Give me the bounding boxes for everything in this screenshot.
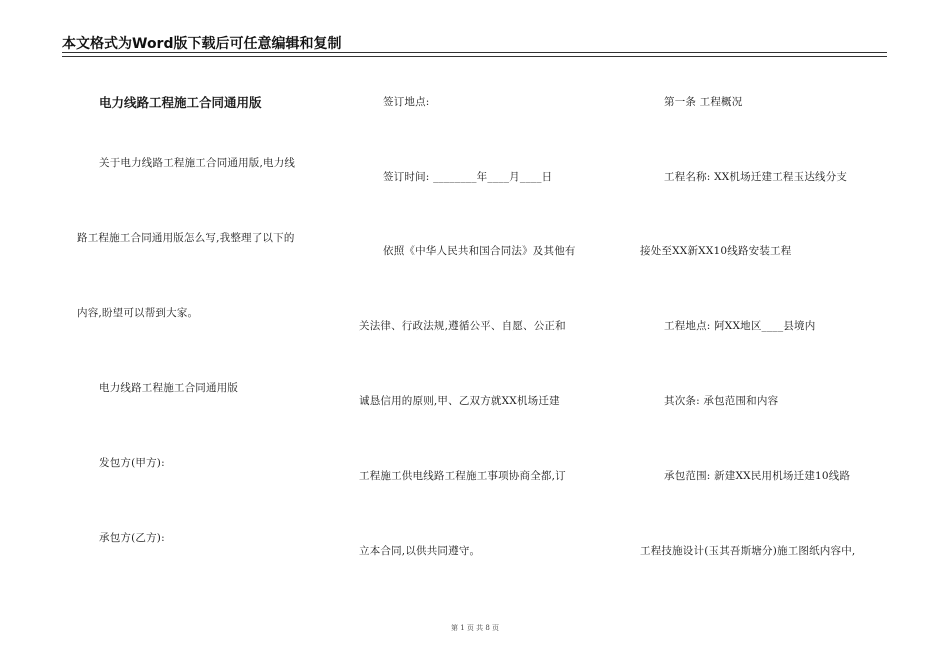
text-line: 依照《中华人民共和国合同法》及其他有 [383, 245, 576, 257]
text-line: 承包范围: 新建XX民用机场迁建10线路 [664, 470, 851, 482]
text-line: 内容,盼望可以帮到大家。 [77, 307, 199, 319]
document-title: 电力线路工程施工合同通用版 [99, 95, 262, 110]
text-line: 关于电力线路工程施工合同通用版,电力线 [99, 157, 296, 169]
text-line: 关法律、行政法规,遵循公平、自愿、公正和 [359, 320, 566, 332]
text-line: 工程技施设计(玉其吾斯塘分)施工图纸内容中, [640, 545, 856, 557]
text-line: 诚恳信用的原则,甲、乙双方就XX机场迁建 [359, 395, 560, 407]
page-footer: 第 1 页 共 8 页 [450, 624, 500, 632]
text-line: 其次条: 承包范围和内容 [664, 395, 779, 407]
text-line: 电力线路工程施工合同通用版 [99, 382, 239, 394]
text-line: 工程地点: 阿XX地区____县境内 [664, 320, 816, 332]
text-line: 第一条 工程概况 [664, 96, 743, 108]
document-header: 本文格式为Word版下载后可任意编辑和复制 [62, 36, 342, 52]
text-line: 承包方(乙方): [99, 532, 165, 544]
text-line: 发包方(甲方): [99, 457, 165, 469]
text-line: 路工程施工合同通用版怎么写,我整理了以下的 [77, 232, 295, 244]
text-line: 工程施工供电线路工程施工事项协商全都,订 [359, 470, 566, 482]
text-line: 签订时间: ________年____月____日 [383, 171, 553, 183]
text-line: 立本合同,以供共同遵守。 [359, 545, 481, 557]
text-line: 工程名称: XX机场迁建工程玉达线分支 [664, 171, 848, 183]
text-line: 签订地点: [383, 96, 430, 108]
text-line: 接处至XX新XX10线路安装工程 [640, 245, 792, 257]
